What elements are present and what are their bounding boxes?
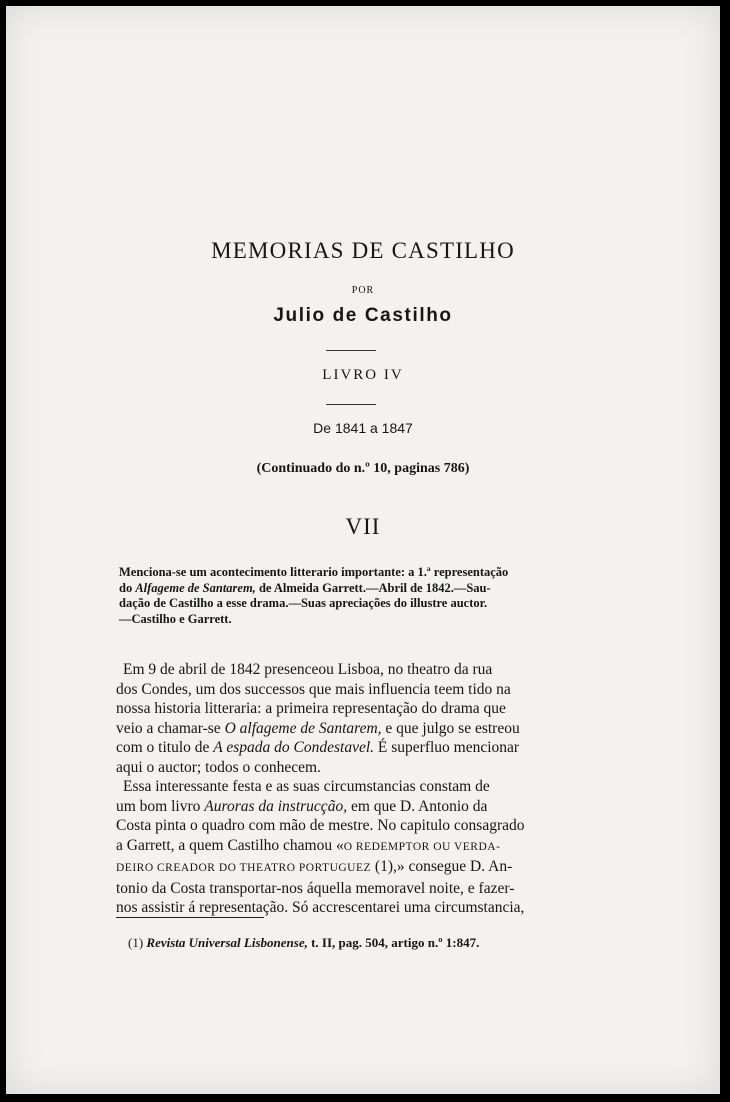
body-line: aqui o auctor; todos o conhecem. [116, 758, 321, 776]
work-title: A espada do Condestavel. [213, 739, 375, 756]
body-line: um bom livro Auroras da instrucção, em que D. Antonio da [116, 797, 488, 815]
body-line: DEIRO CREADOR DO THEATRO PORTUGUEZ (1),» consegue D. An- [116, 858, 513, 875]
divider-rule [326, 350, 376, 351]
byline-por: POR [351, 285, 375, 296]
summary-line: dação de Castilho a esse drama.—Suas apreciações do illustre auctor. [119, 596, 488, 610]
work-title: Alfageme de Santarem, [135, 580, 256, 595]
footnote [128, 935, 479, 951]
body-line: Essa interessante festa e as suas circumstancias constam de [123, 778, 490, 795]
work-title: Auroras da instrucção, [204, 797, 348, 815]
body-line: Em 9 de abril de 1842 presenceou Lisboa, no theatro da rua [123, 661, 493, 678]
footnote-mark: (1) [128, 935, 144, 950]
page-title: MEMORIAS DE CASTILHO [211, 238, 515, 263]
footnote-reference: t. II, pag. 504, artigo n.º 1:847. [307, 935, 480, 950]
chapter-summary [119, 565, 590, 627]
small-caps-quote: DEIRO CREADOR DO THEATRO PORTUGUEZ [116, 862, 372, 874]
body-line: tonio da Costa transportar-nos áquella memoravel noite, e fazer- [116, 879, 515, 897]
summary-line: do Alfageme de Santarem, de Almeida Garrett.—Abril de 1842.—Sau- [119, 580, 491, 595]
body-line: com o titulo de A espada do Condestavel. É superfluo mencionar [116, 739, 520, 756]
book-number: LIVRO IV [322, 367, 404, 383]
body-line: veio a chamar-se O alfageme de Santarem, e que julgo se estreou [116, 719, 520, 737]
summary-line: Menciona-se um acontecimento litterario importante: a 1.ª representação [119, 565, 509, 579]
divider-rule [326, 404, 376, 405]
book-page [6, 6, 720, 1094]
continuation-note: (Continuado do n.º 10, paginas 786) [256, 461, 470, 476]
footnote-rule [116, 917, 264, 918]
body-text [116, 660, 591, 918]
body-line: Costa pinta o quadro com mão de mestre. No capitulo consagrado [116, 817, 525, 834]
work-title: O alfageme de Santarem, [224, 719, 382, 737]
body-line: dos Condes, um dos successos que mais influencia teem tido na [116, 680, 511, 698]
body-line: nos assistir á representação. Só accrescentarei uma circumstancia, [116, 899, 525, 916]
small-caps-quote: O REDEMPTOR OU VERDA- [343, 840, 501, 853]
chapter-number: VII [345, 514, 381, 539]
body-line: nossa historia litteraria: a primeira representação do drama que [116, 700, 506, 717]
date-range: De 1841 a 1847 [313, 420, 413, 436]
summary-line: —Castilho e Garrett. [119, 611, 232, 626]
author-name: Julio de Castilho [273, 305, 453, 326]
body-line: a Garrett, a quem Castilho chamou «O REDEMPTOR OU VERDA- [116, 836, 501, 854]
footnote-source-title: Revista Universal Lisbonense, [146, 935, 308, 950]
